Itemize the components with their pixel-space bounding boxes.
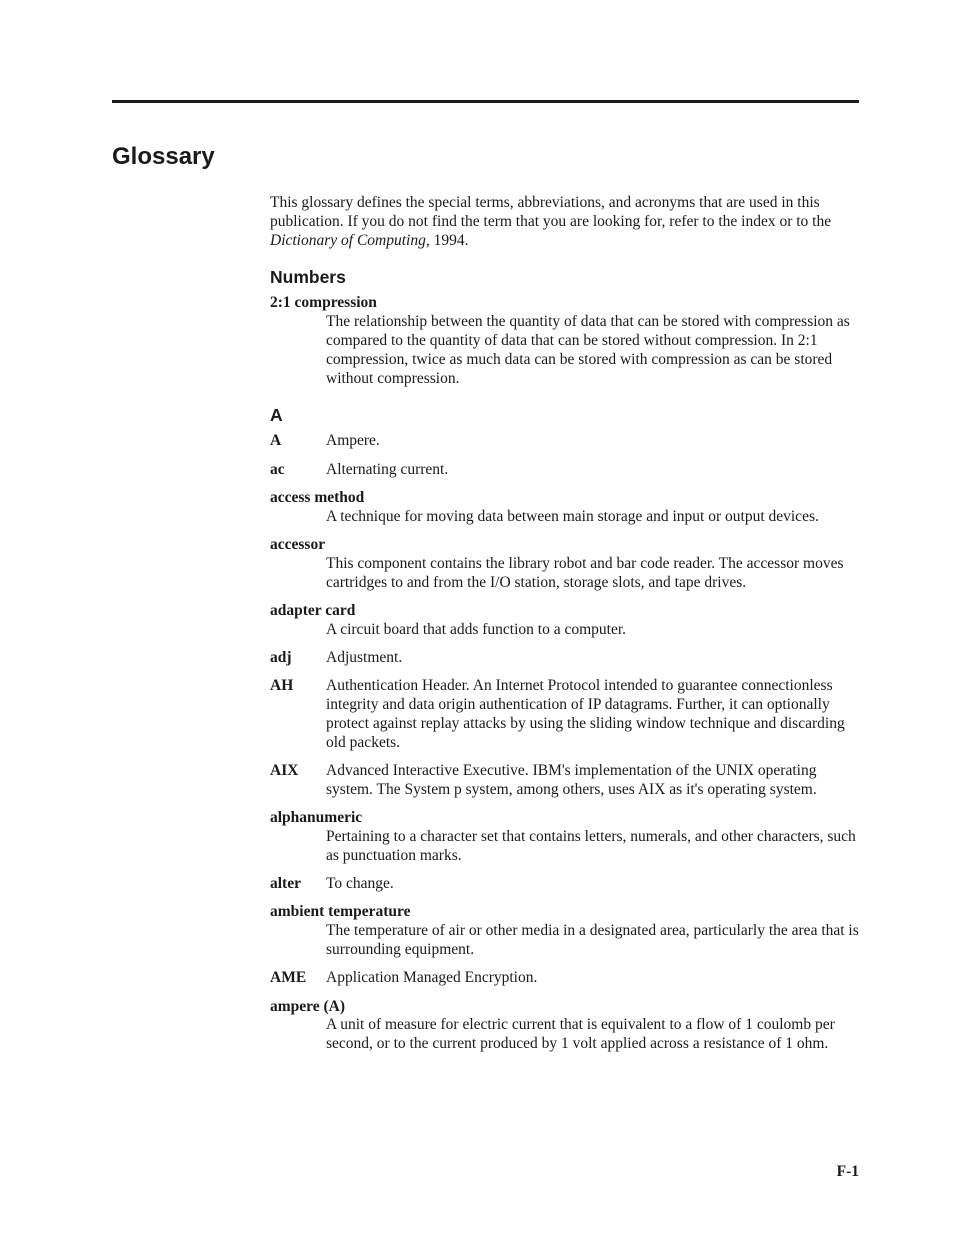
intro-text: This glossary defines the special terms, abbreviations, and acronyms that are used in this publication. If you do not find the term that you are looking for, refer to the index or to the [270, 194, 832, 230]
glossary-term: AIX [270, 762, 299, 780]
glossary-definition: Pertaining to a character set that contains letters, numerals, and other characters, such as punctuation marks. [326, 827, 856, 864]
glossary-term: access method [270, 488, 365, 506]
glossary-entry [270, 809, 860, 865]
glossary-entry [270, 489, 860, 527]
glossary-term: alphanumeric [270, 809, 363, 827]
page-title: Glossary [112, 143, 215, 170]
glossary-sections [270, 266, 860, 1054]
glossary-definition: To change. [326, 875, 394, 893]
section-heading: A [270, 405, 283, 426]
glossary-term: 2:1 compression [270, 294, 377, 312]
glossary-term: AME [270, 969, 307, 987]
glossary-definition: This component contains the library robot and bar code reader. The accessor moves cartridges to and from the I/O station, storage slots, and tape drives. [326, 554, 844, 591]
page-number: F-1 [836, 1163, 859, 1180]
glossary-definition: Alternating current. [326, 460, 449, 478]
glossary-entry [270, 762, 860, 800]
glossary-entry [270, 677, 860, 752]
glossary-entry [270, 649, 860, 668]
glossary-entry [270, 998, 860, 1054]
glossary-term: accessor [270, 536, 326, 554]
glossary-term: ampere (A) [270, 997, 346, 1015]
glossary-term: AH [270, 677, 294, 695]
header-rule [112, 100, 859, 103]
glossary-definition: Ampere. [326, 432, 380, 450]
glossary-definition: Advanced Interactive Executive. IBM's implementation of the UNIX operating system. The System p system, among others, uses AIX as it's operating system. [326, 762, 817, 798]
glossary-entry [270, 294, 860, 388]
glossary-definition: The relationship between the quantity of data that can be stored with compression as compared to the quantity of data that can be stored without compression. In 2:1 compression, twice as much data can be stored with compression as can be stored without compression. [326, 313, 850, 387]
glossary-entry [270, 875, 860, 894]
glossary-entry [270, 461, 860, 480]
glossary-definition: A technique for moving data between main storage and input or output devices. [326, 507, 819, 525]
glossary-entry [270, 602, 860, 640]
section-heading: Numbers [270, 267, 346, 288]
glossary-term: ac [270, 460, 285, 478]
glossary-definition: A circuit board that adds function to a computer. [326, 620, 627, 638]
glossary-term: ambient temperature [270, 903, 411, 921]
glossary-entry [270, 903, 860, 959]
glossary-entry [270, 536, 860, 592]
glossary-definition: Application Managed Encryption. [326, 969, 538, 987]
glossary-definition: The temperature of air or other media in a designated area, particularly the area that is surrounding equipment. [326, 922, 859, 958]
glossary-definition: Adjustment. [326, 649, 403, 667]
glossary-term: adj [270, 649, 292, 667]
glossary-definition: A unit of measure for electric current that is equivalent to a flow of 1 coulomb per second, or to the current produced by 1 volt applied across a resistance of 1 ohm. [326, 1016, 835, 1053]
glossary-definition: Authentication Header. An Internet Protocol intended to guarantee connectionless integrity and data origin authentication of IP datagrams. Further, it can optionally protect against replay attacks by using the sliding window technique and discarding old packets. [326, 677, 845, 751]
glossary-term: A [270, 432, 282, 450]
intro-paragraph [270, 194, 860, 250]
glossary-term: alter [270, 875, 301, 893]
intro-text-end: 1994. [429, 231, 469, 249]
glossary-entry [270, 969, 860, 988]
glossary-term: adapter card [270, 601, 356, 619]
glossary-content [270, 194, 860, 1063]
intro-book-title: Dictionary of Computing, [270, 231, 430, 249]
glossary-entry [270, 432, 860, 451]
